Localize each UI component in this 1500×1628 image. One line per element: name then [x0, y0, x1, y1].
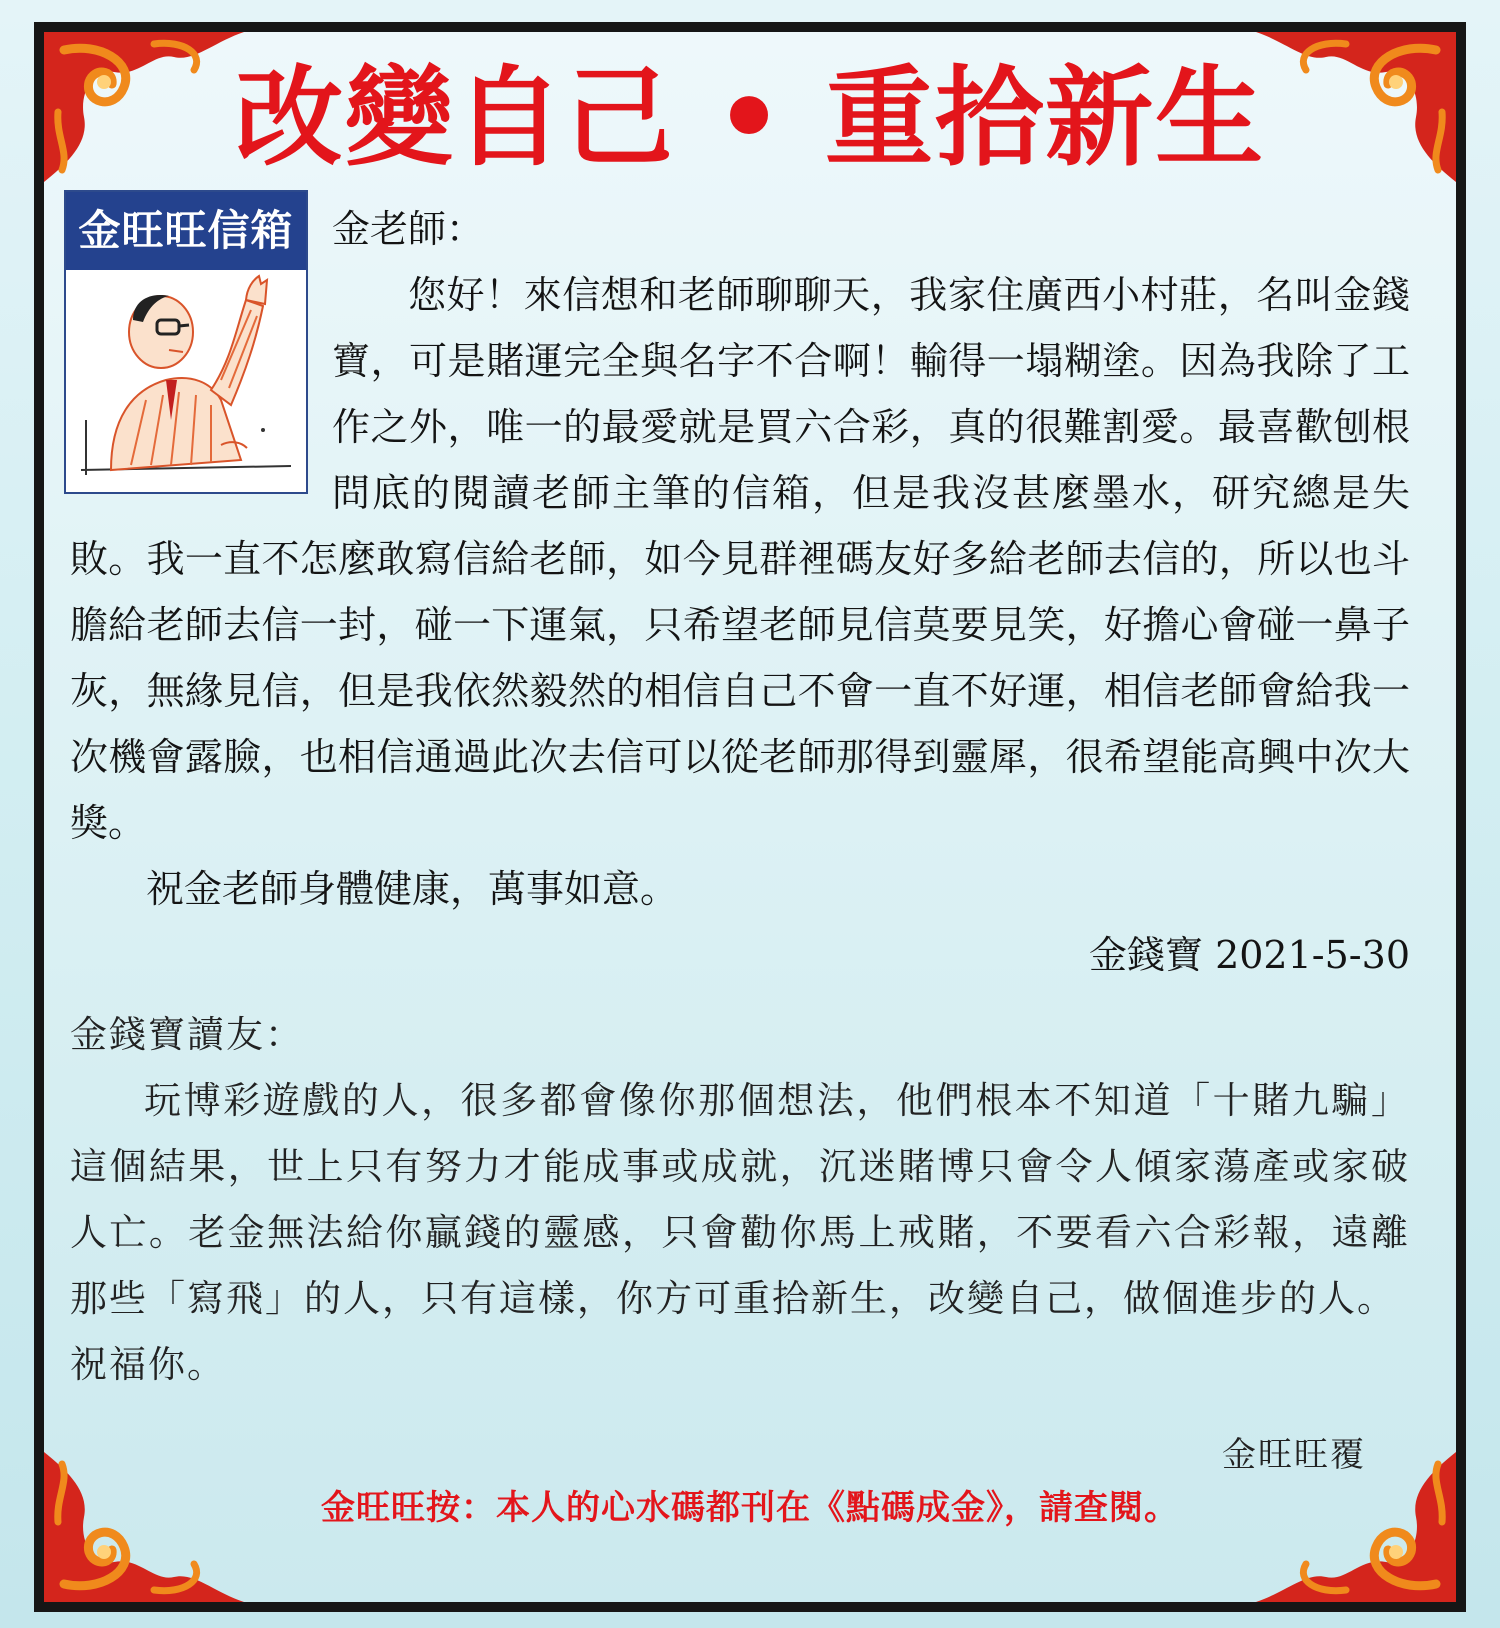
- letter-body: 您好！來信想和老師聊聊天，我家住廣西小村莊，名叫金錢寶，可是賭運完全與名字不合啊！輸得一塌糊塗。因為我除了工作之外，唯一的最愛就是買六合彩，真的很難割愛。最喜歡刨根問底的閱讀老師主筆的信箱，但是我沒甚麼墨水，研究總是失敗。我一直不怎麼敢寫信給老師，如今見群裡碼友好多給老師去信的，所以也斗膽給老師去信一封，碰一下運氣，只希望老師見信莫要見笑，好擔心會碰一鼻子灰，無緣見信，但是我依然毅然的相信自己不會一直不好運，相信老師會給我一次機會露臉，也相信通過此次去信可以從老師那得到靈犀，很希望能高興中次大獎。: [70, 273, 1410, 845]
- column-logo-label: 金旺旺信箱: [66, 192, 306, 270]
- reply-salutation: 金錢寶讀友：: [70, 1013, 304, 1056]
- reply-signature: 金旺旺覆: [1222, 1435, 1366, 1475]
- letter-signature: 金錢寶 2021-5-30: [1089, 933, 1410, 977]
- article-frame: [34, 22, 1466, 1612]
- reply-body: 玩博彩遊戲的人，很多都會像你那個想法，他們根本不知道「十賭九騙」這個結果，世上只有努力才能成事或成就，沉迷賭博只會令人傾家蕩產或家破人亡。老金無法給你贏錢的靈感，只會勸你馬上戒賭，不要看六合彩報，遠離那些「寫飛」的人，只有這樣，你方可重拾新生，改變自己，做個進步的人。: [70, 1079, 1410, 1320]
- letter-salutation: 金老師：: [332, 207, 485, 251]
- reader-letter: [70, 196, 1410, 988]
- reply-closing: 祝福你。: [70, 1343, 226, 1386]
- editor-note: 金旺旺按：本人的心水碼都刊在《點碼成金》，請查閱。: [321, 1488, 1179, 1528]
- logo-spacer: [70, 196, 332, 526]
- letter-closing: 祝金老師身體健康，萬事如意。: [146, 867, 679, 911]
- editor-reply: [70, 1002, 1410, 1398]
- article-title: 改變自己 • 重拾新生: [234, 56, 1266, 181]
